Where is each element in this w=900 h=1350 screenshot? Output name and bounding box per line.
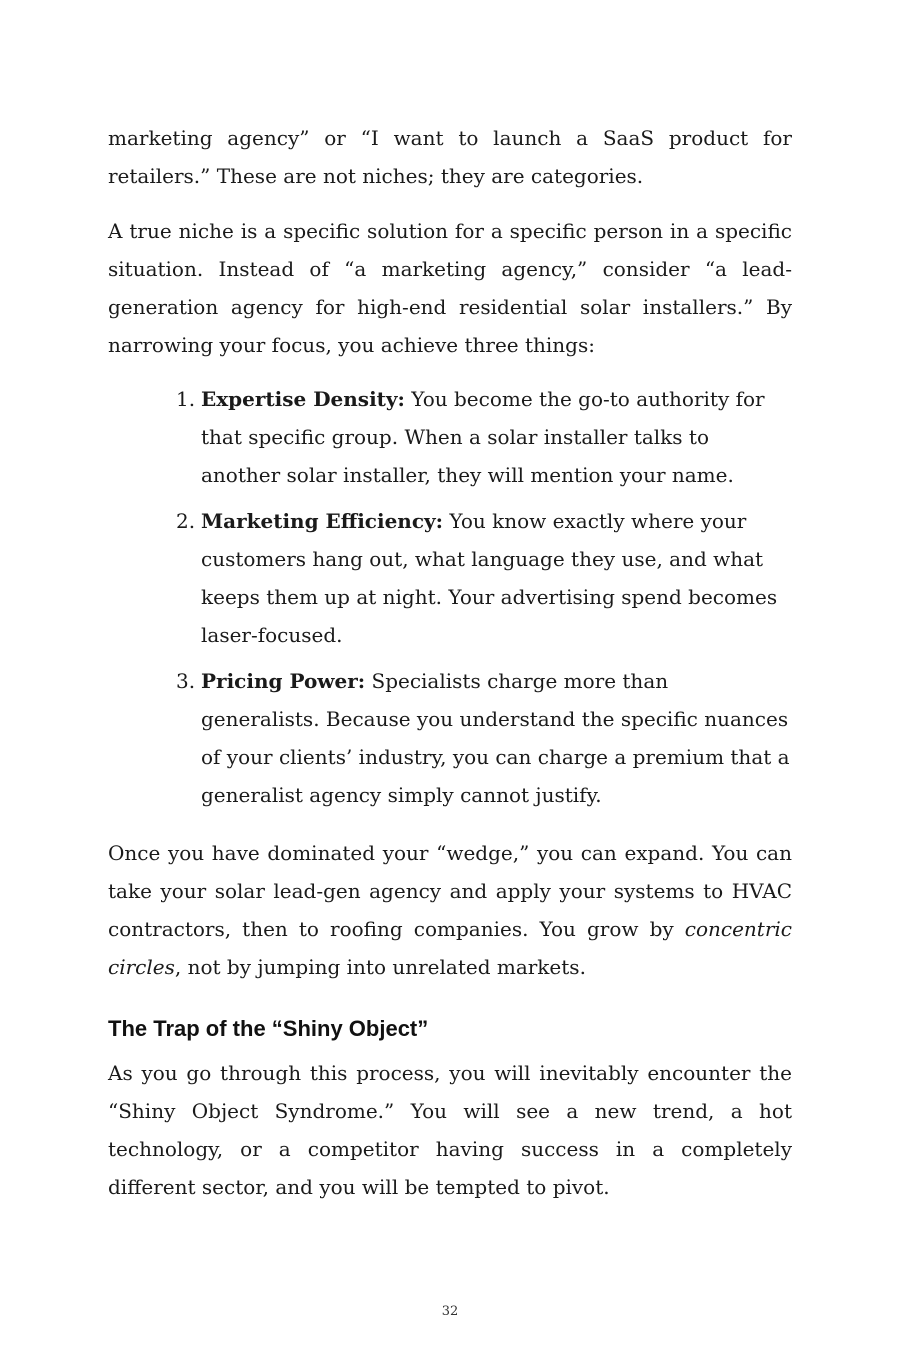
list-item-term: Pricing Power:: [201, 669, 366, 693]
list-item-text: You know exactly where your customers hang out, what language they use, and what keeps them up at night. Your advertising spend becomes laser-focused.: [201, 509, 778, 647]
list-item-number: 3.: [176, 669, 196, 693]
paragraph-continuation: marketing agency” or “I want to launch a SaaS product for retailers.” These are not niches; they are categories.: [108, 126, 792, 188]
list-item: [168, 502, 792, 654]
paragraph-shiny-object: As you go through this process, you will inevitably encounter the “Shiny Object Syndrome.” You will see a new trend, a hot technology, or a competitor having success in a completely different sector, and you will be tempted to pivot.: [108, 1061, 792, 1199]
section-heading: The Trap of the “Shiny Object”: [108, 1016, 429, 1041]
emphasis-text: concentric circles: [108, 917, 792, 979]
paragraph-text: Once you have dominated your “wedge,” you can expand. You can take your solar lead-gen agency and apply your systems to HVAC contractors, then to roofing companies. You grow by: [108, 841, 792, 941]
benefits-list: [168, 380, 792, 822]
paragraph-niche-definition: A true niche is a specific solution for a specific person in a specific situation. Instead of “a marketing agency,” consider “a lead-generation agency for high-end residential solar installers.” By narrowing your focus, you achieve three things:: [108, 219, 792, 357]
list-item-term: Marketing Efficiency:: [201, 509, 444, 533]
paragraph-expansion: [108, 834, 792, 986]
list-item-number: 1.: [176, 387, 196, 411]
page-number: 32: [441, 1304, 459, 1319]
list-item: [168, 380, 792, 494]
paragraph-text: , not by jumping into unrelated markets.: [174, 955, 586, 979]
list-item-text: You become the go-to authority for that specific group. When a solar installer talks to another solar installer, they will mention your name.: [201, 387, 765, 487]
list-item-text: Specialists charge more than generalists. Because you understand the specific nuances of your clients’ industry, you can charge a premium that a generalist agency simply cannot justify.: [201, 669, 790, 807]
list-item: [168, 662, 792, 814]
list-item-term: Expertise Density:: [201, 387, 405, 411]
list-item-number: 2.: [176, 509, 196, 533]
